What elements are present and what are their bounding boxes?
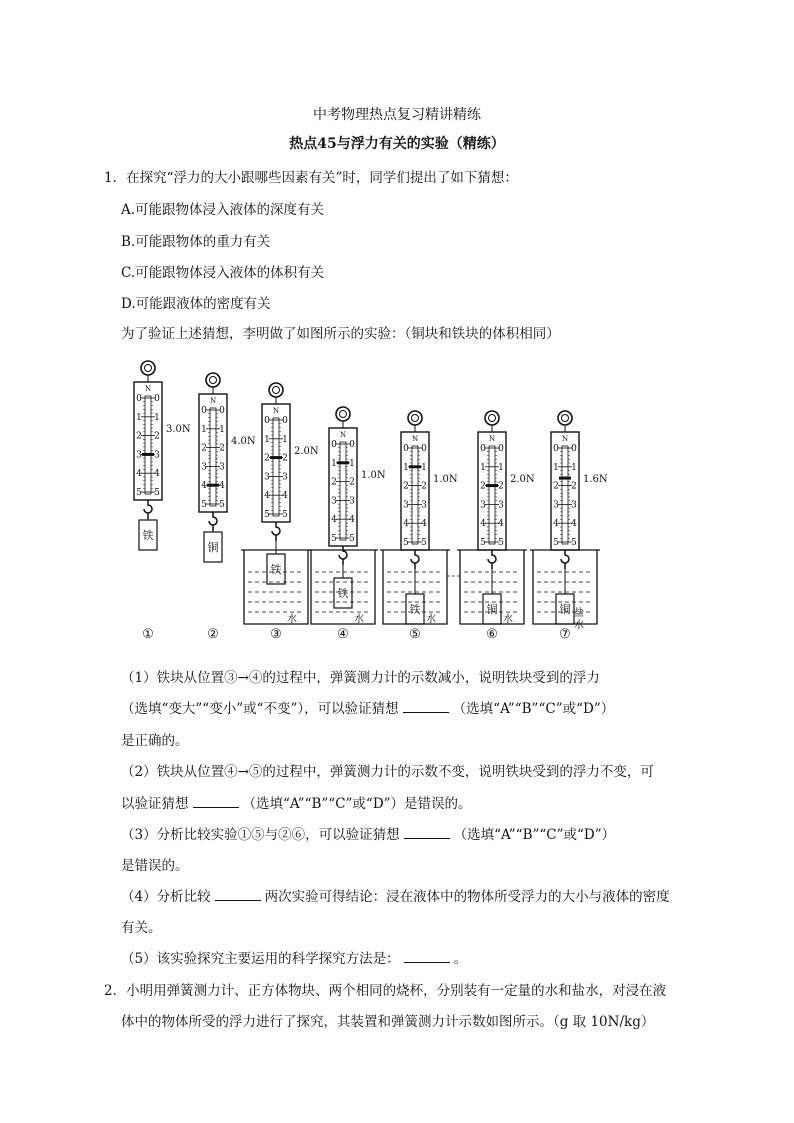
metal-block-label: 铁	[270, 563, 282, 576]
scale-tick-label-right: 0	[282, 416, 288, 426]
question-1-stem: 1．在探究“浮力的大小跟哪些因素有关”时，同学们提出了如下猜想：	[104, 170, 518, 186]
scale-pointer	[486, 484, 498, 487]
hook-icon	[411, 550, 419, 569]
scale-tick-label-right: 4	[498, 519, 504, 530]
scale-pointer	[270, 456, 282, 459]
experiment-figure	[118, 352, 638, 652]
scale-inner-tube	[210, 408, 216, 506]
hanging-ring-icon	[336, 407, 350, 421]
answer-blank[interactable]	[215, 888, 261, 901]
hanging-ring-inner-icon	[489, 415, 496, 422]
experiment-intro: 为了验证上述猜想，李明做了如图所示的实验：（铜块和铁块的体积相同）	[121, 326, 560, 342]
scale-tick-label-left: 3	[264, 472, 270, 483]
sub-question-1-text-post: （选填“A”“B”“C”或“D”）	[452, 701, 615, 717]
scale-inner-tube	[340, 442, 346, 540]
scale-tick-label-right: 2	[571, 481, 577, 492]
scale-unit-label: N	[411, 435, 419, 443]
scale-tick-label-left: 0	[403, 444, 409, 454]
sub-question-3-line-a	[121, 823, 615, 843]
document-subtitle: 热点45与浮力有关的实验（精练）	[289, 136, 505, 152]
scale-tick-label-left: 1	[403, 462, 409, 473]
spring-scale-setup	[308, 407, 386, 642]
scale-tick-label-left: 5	[331, 534, 337, 544]
scale-tick-label-left: 1	[264, 434, 270, 445]
hanging-ring-icon	[206, 373, 220, 387]
scale-tick-label-left: 0	[136, 394, 142, 404]
scale-tick-label-right: 4	[349, 515, 355, 526]
scale-tick-label-left: 1	[553, 462, 559, 473]
scale-pointer	[409, 465, 421, 468]
scale-tick-label-left: 3	[136, 450, 142, 461]
scale-reading-label: 1.6N	[583, 474, 608, 485]
scale-tick-label-left: 2	[331, 477, 337, 488]
scale-tick-label-left: 4	[480, 519, 486, 530]
sub-question-1-text-pre: （选填“变大”“变小”或“不变”），可以验证猜想	[121, 701, 399, 717]
hanging-ring-inner-icon	[210, 377, 217, 384]
scale-tick-label-right: 5	[282, 510, 288, 520]
hanging-ring-icon	[408, 411, 422, 425]
option-a: A.可能跟物体浸入液体的深度有关	[121, 202, 325, 218]
spring-scale-setup	[241, 383, 319, 642]
scale-tick-label-right: 5	[421, 538, 427, 548]
scale-unit-label: N	[339, 431, 347, 439]
sub-question-5	[121, 947, 467, 967]
liquid-label-bottom: 水	[574, 620, 584, 631]
liquid-label: 水	[287, 614, 297, 625]
setup-number-label: ④	[337, 627, 349, 642]
hanging-ring-inner-icon	[145, 365, 152, 372]
scale-tick-label-right: 5	[571, 538, 577, 548]
scale-tick-label-left: 4	[136, 469, 142, 480]
answer-blank[interactable]	[404, 950, 450, 963]
scale-tick-label-left: 1	[136, 412, 142, 423]
setup-number-label: ⑥	[486, 627, 498, 642]
hanging-ring-icon	[141, 361, 155, 375]
scale-tick-label-right: 1	[571, 462, 577, 473]
sub-question-1-line-c: 是正确的。	[121, 733, 189, 749]
scale-tick-label-right: 5	[154, 488, 160, 498]
scale-tick-label-left: 5	[136, 488, 142, 498]
hanging-ring-inner-icon	[273, 387, 280, 394]
liquid-label-top: 盐	[574, 608, 584, 619]
scale-tick-label-right: 4	[571, 519, 577, 530]
sub-question-2-text-post: （选填“A”“B”“C”或“D”）是错误的。	[242, 796, 472, 812]
scale-inner-tube	[489, 446, 495, 544]
metal-block-label: 铜	[559, 603, 571, 616]
sub-question-3-text-pre: （3）分析比较实验①⑤与②⑥，可以验证猜想	[121, 827, 400, 843]
scale-unit-label: N	[488, 435, 496, 443]
scale-tick-label-right: 4	[219, 481, 225, 492]
scale-reading-label: 1.0N	[433, 474, 458, 485]
scale-tick-label-left: 5	[264, 510, 270, 520]
sub-question-4-line-a	[121, 885, 670, 905]
hanging-ring-icon	[558, 411, 572, 425]
scale-inner-tube	[412, 446, 418, 544]
scale-tick-label-left: 3	[553, 500, 559, 511]
metal-block-label: 铜	[486, 603, 498, 616]
document-title: 中考物理热点复习精讲精练	[313, 107, 481, 123]
sub-question-3-line-b: 是错误的。	[121, 858, 189, 874]
scale-tick-label-left: 4	[553, 519, 559, 530]
hanging-ring-inner-icon	[412, 415, 419, 422]
spring-scale-setup	[134, 361, 191, 642]
liquid-label: 水	[503, 614, 513, 625]
answer-blank[interactable]	[403, 700, 449, 713]
scale-reading-label: 3.0N	[166, 424, 191, 435]
scale-tick-label-right: 2	[219, 443, 225, 454]
scale-tick-label-right: 4	[154, 469, 160, 480]
scale-pointer	[337, 461, 349, 464]
scale-tick-label-right: 3	[421, 500, 427, 511]
sub-question-5-text-post: 。	[453, 951, 468, 967]
liquid-label: 水	[426, 614, 436, 625]
scale-tick-label-left: 3	[331, 496, 337, 507]
scale-tick-label-left: 0	[480, 444, 486, 454]
sub-question-4-line-b: 有关。	[121, 920, 162, 936]
hanging-ring-inner-icon	[340, 411, 347, 418]
scale-tick-label-left: 4	[331, 515, 337, 526]
scale-tick-label-right: 1	[282, 434, 288, 445]
hanging-ring-inner-icon	[562, 415, 569, 422]
scale-tick-label-right: 4	[282, 491, 288, 502]
scale-tick-label-left: 5	[480, 538, 486, 548]
setup-number-label: ③	[270, 627, 282, 642]
scale-inner-tube	[145, 396, 151, 494]
scale-tick-label-left: 4	[264, 491, 270, 502]
scale-reading-label: 1.0N	[361, 470, 386, 481]
scale-pointer	[207, 484, 219, 487]
scale-tick-label-left: 2	[136, 431, 142, 442]
scale-tick-label-right: 1	[349, 458, 355, 469]
scale-tick-label-right: 4	[421, 519, 427, 530]
scale-tick-label-left: 0	[201, 406, 207, 416]
hook-icon	[209, 512, 217, 531]
scale-tick-label-right: 1	[421, 462, 427, 473]
hanging-ring-icon	[485, 411, 499, 425]
scale-tick-label-right: 0	[349, 440, 355, 450]
hanging-ring-icon	[269, 383, 283, 397]
spring-scale-setup	[530, 411, 608, 642]
scale-tick-label-right: 3	[282, 472, 288, 483]
sub-question-1-line-a: （1）铁块从位置③→④的过程中，弹簧测力计的示数减小，说明铁块受到的浮力	[121, 670, 600, 686]
scale-inner-tube	[562, 446, 568, 544]
scale-unit-label: N	[561, 435, 569, 443]
scale-unit-label: N	[144, 385, 152, 393]
scale-pointer	[142, 453, 154, 456]
scale-tick-label-left: 5	[201, 500, 207, 510]
scale-tick-label-right: 2	[154, 431, 160, 442]
scale-tick-label-left: 2	[553, 481, 559, 492]
metal-block-label: 铁	[409, 603, 421, 616]
scale-tick-label-left: 5	[553, 538, 559, 548]
scale-tick-label-left: 2	[264, 453, 270, 464]
scale-tick-label-right: 2	[282, 453, 288, 464]
scale-tick-label-right: 0	[219, 406, 225, 416]
scale-tick-label-right: 0	[498, 444, 504, 454]
option-d: D.可能跟液体的密度有关	[121, 296, 271, 312]
option-c: C.可能跟物体浸入液体的体积有关	[121, 265, 325, 281]
hook-icon	[144, 500, 152, 519]
scale-tick-label-left: 3	[403, 500, 409, 511]
sub-question-2-line-b	[121, 792, 472, 812]
metal-block-label: 铁	[142, 529, 154, 542]
scale-tick-label-right: 1	[498, 462, 504, 473]
setup-number-label: ⑤	[409, 627, 421, 642]
question-2-line-1: 2．小明用弹簧测力计、正方体物块、两个相同的烧杯，分别装有一定量的水和盐水，对浸在液	[104, 983, 667, 999]
question-2-line-2: 体中的物体所受的浮力进行了探究，其装置和弹簧测力计示数如图所示。（g 取 10N/kg）	[121, 1014, 655, 1030]
scale-reading-label: 2.0N	[294, 446, 319, 457]
scale-tick-label-left: 1	[201, 424, 207, 435]
scale-tick-label-left: 1	[331, 458, 337, 469]
hook-icon	[561, 550, 569, 569]
sub-question-1-line-b	[121, 697, 614, 717]
scale-reading-label: 4.0N	[231, 436, 256, 447]
hook-icon	[272, 522, 280, 541]
scale-tick-label-left: 2	[403, 481, 409, 492]
scale-unit-label: N	[272, 407, 280, 415]
scale-tick-label-left: 3	[201, 462, 207, 473]
scale-tick-label-right: 3	[571, 500, 577, 511]
scale-tick-label-right: 5	[349, 534, 355, 544]
sub-question-4-text-post: 两次实验可得结论：浸在液体中的物体所受浮力的大小与液体的密度	[264, 889, 670, 905]
answer-blank[interactable]	[193, 795, 239, 808]
scale-tick-label-left: 4	[403, 519, 409, 530]
scale-tick-label-right: 5	[219, 500, 225, 510]
spring-scale-setup	[199, 373, 256, 642]
hook-icon	[339, 546, 347, 565]
scale-tick-label-left: 0	[331, 440, 337, 450]
scale-tick-label-right: 0	[571, 444, 577, 454]
scale-tick-label-left: 2	[480, 481, 486, 492]
scale-tick-label-right: 3	[349, 496, 355, 507]
sub-question-5-text-pre: （5）该实验探究主要运用的科学探究方法是：	[121, 951, 400, 967]
scale-inner-tube	[273, 418, 279, 516]
answer-blank[interactable]	[404, 826, 450, 839]
scale-tick-label-right: 1	[219, 424, 225, 435]
scale-tick-label-left: 0	[264, 416, 270, 426]
hook-icon	[488, 550, 496, 569]
scale-unit-label: N	[209, 397, 217, 405]
setup-number-label: ②	[207, 627, 219, 642]
scale-tick-label-left: 0	[553, 444, 559, 454]
scale-pointer	[559, 477, 571, 480]
scale-tick-label-right: 2	[498, 481, 504, 492]
setup-number-label: ①	[142, 627, 154, 642]
liquid-label: 水	[354, 614, 364, 625]
scale-tick-label-right: 2	[349, 477, 355, 488]
sub-question-2-text-pre: 以验证猜想	[121, 796, 189, 812]
scale-tick-label-left: 4	[201, 481, 207, 492]
scale-tick-label-left: 3	[480, 500, 486, 511]
scale-reading-label: 2.0N	[510, 474, 535, 485]
scale-tick-label-left: 5	[403, 538, 409, 548]
scale-tick-label-right: 0	[421, 444, 427, 454]
sub-question-3-text-post: （选填“A”“B”“C”或“D”）	[453, 827, 616, 843]
scale-tick-label-right: 3	[498, 500, 504, 511]
sub-question-4-text-pre: （4）分析比较	[121, 889, 211, 905]
scale-tick-label-left: 1	[480, 462, 486, 473]
scale-tick-label-right: 1	[154, 412, 160, 423]
sub-question-2-line-a: （2）铁块从位置④→⑤的过程中，弹簧测力计的示数不变，说明铁块受到的浮力不变，可	[121, 764, 654, 780]
scale-tick-label-right: 3	[154, 450, 160, 461]
metal-block-label: 铁	[337, 587, 349, 600]
metal-block-label: 铜	[207, 541, 219, 554]
scale-tick-label-right: 0	[154, 394, 160, 404]
scale-tick-label-left: 2	[201, 443, 207, 454]
setup-number-label: ⑦	[559, 627, 571, 642]
scale-tick-label-right: 2	[421, 481, 427, 492]
scale-tick-label-right: 3	[219, 462, 225, 473]
option-b: B.可能跟物体的重力有关	[121, 234, 271, 250]
spring-scale-setup	[380, 411, 458, 642]
scale-tick-label-right: 5	[498, 538, 504, 548]
spring-scale-setup	[457, 411, 535, 642]
